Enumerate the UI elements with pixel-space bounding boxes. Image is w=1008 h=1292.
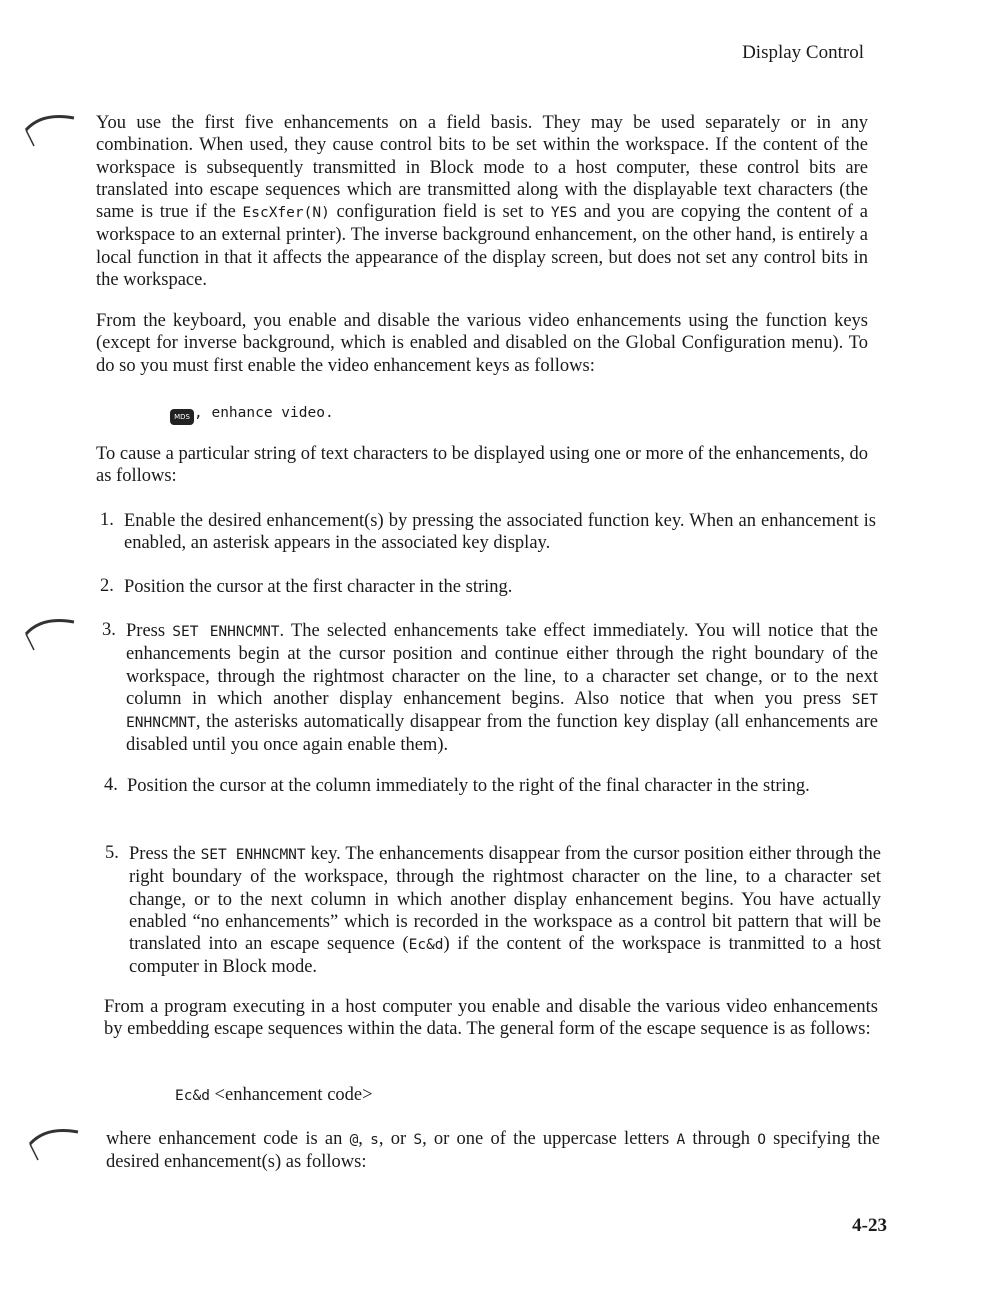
binder-mark-icon	[22, 612, 82, 662]
set-enhncmnt-key: SET ENHNCMNT	[126, 691, 878, 732]
paragraph-string-display: To cause a particular string of text characters to be displayed using one or more of the enhancements, do as follows:	[96, 444, 868, 487]
step-2-text: Position the cursor at the first character in the string.	[124, 577, 513, 597]
config-field-code: EscXfer(N)	[242, 205, 330, 222]
paragraph-keyboard: From the keyboard, you enable and disable the various video enhancements using the function keys (except for inverse background, which is enabled and disabled on the Global Configuration menu). To do so you must first enable the video enhancement keys as follows:	[96, 311, 868, 376]
paragraph-host-program: From a program executing in a host computer you enable and disable the various video enhancements by embedding escape sequences within the data. The general form of the escape sequence is as follows:	[104, 997, 878, 1040]
config-value-code: YES	[550, 205, 578, 222]
step-number: 1.	[100, 510, 114, 530]
binder-mark-icon	[26, 1122, 86, 1172]
binder-mark-icon	[22, 108, 82, 158]
step-number: 3.	[102, 620, 116, 640]
escape-sequence-code: Ec&d	[175, 1088, 210, 1104]
running-header: Display Control	[742, 42, 864, 63]
step-number: 4.	[104, 775, 118, 795]
set-enhncmnt-key: SET ENHNCMNT	[172, 624, 280, 640]
step-4-text: Position the cursor at the column immediately to the right of the final character in the string.	[127, 776, 810, 796]
step-5-text: Press the SET ENHNCMNT key. The enhancements disappear from the cursor position either through the right boundary of the workspace, through the rightmost character on the line, to a character set change, or to the next column in which another display enhancement begins. You have actually enabled “no enhancements” which is recorded in the workspace as a control bit pattern that will be translated into an escape sequence (Ec&d) if the content of the workspace is tranmitted to a host computer in Block mode.	[129, 844, 881, 978]
step-number: 5.	[105, 843, 119, 863]
set-enhncmnt-key: SET ENHNCMNT	[200, 847, 306, 863]
step-1-text: Enable the desired enhancement(s) by pressing the associated function key. When an enhancement is enabled, an asterisk appears in the associated key display.	[124, 511, 876, 554]
step-number: 2.	[100, 576, 114, 596]
step-3-text: Press SET ENHNCMNT. The selected enhancements take effect immediately. You will notice that the enhancements begin at the cursor position and continue either through the right boundary of the workspace, through the rightmost character on the line, to a character set change, or to the next column in which another display enhancement begins. Also notice that when you press SET ENHNCMNT, the asterisks automatically disappear from the function key display (all enhancements are disabled until you once again enable them).	[126, 621, 878, 756]
modes-key-icon: MDS	[170, 409, 194, 425]
page-number: 4-23	[852, 1215, 887, 1236]
escape-sequence-code: Ec&d	[408, 937, 444, 954]
escape-sequence-form: Ec&d <enhancement code>	[175, 1085, 373, 1105]
paragraph-enhancement-code: where enhancement code is an @, s, or S, or one of the uppercase letters A through O specifying the desired enhancement(s) as follows:	[106, 1129, 881, 1173]
paragraph-field-enhancements: You use the first five enhancements on a field basis. They may be used separately or in any combination. When used, they cause control bits to be set within the workspace. If the content of the workspace is subsequently transmitted in Block mode to a host computer, these control bits are translated into escape sequences which are transmitted along with the displayable text characters (the same is true if the EscXfer(N) configuration field is set to YES and you are copying the content of a workspace to an external printer). The inverse background enhancement, on the other hand, is entirely a local function in that it affects the appearance of the display screen, but does not set any control bits in the workspace.	[96, 113, 868, 291]
key-instruction: MDS , enhance video.	[170, 403, 334, 425]
